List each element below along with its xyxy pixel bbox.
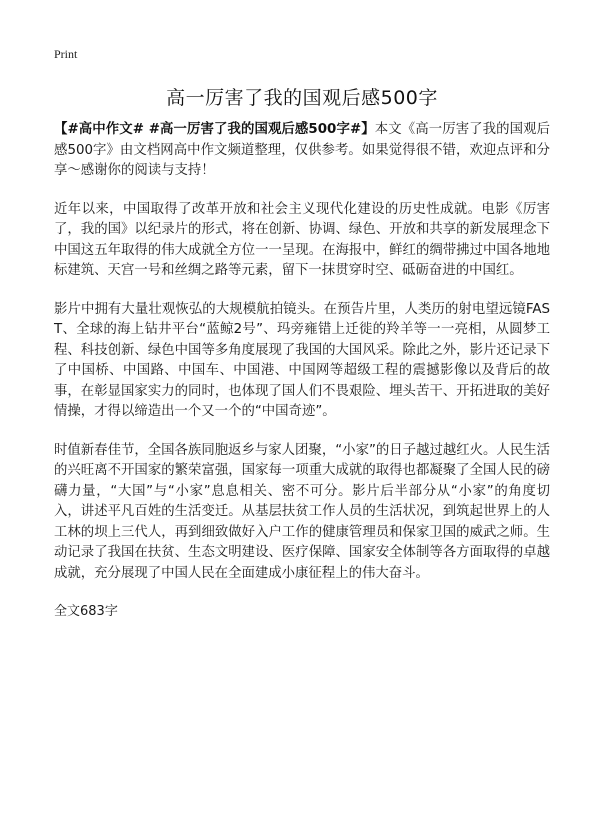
article-title: 高一厉害了我的国观后感500字	[166, 87, 438, 109]
article-body	[54, 120, 550, 622]
intro-tag: 【#高中作文# #高一厉害了我的国观后感500字#】	[54, 122, 375, 137]
intro-paragraph	[54, 120, 550, 182]
body-paragraph-1: 近年以来，中国取得了改革开放和社会主义现代化建设的历史性成就。电影《厉害了，我的国》以纪录片的形式，将在创新、协调、绿色、开放和共享的新发展理念下中国这五年取得的伟大成就全方位一一呈现。在海报中，鲜红的绸带拂过中国各地地标建筑、天宫一号和丝绸之路等元素，留下一抹贯穿时空、砥砺奋进的中国红。	[54, 201, 550, 278]
word-count: 全文683字	[54, 604, 118, 619]
body-paragraph-3: 时值新春佳节，全国各族同胞返乡与家人团聚，“小家”的日子越过越红火。人民生活的兴旺离不开国家的繁荣富强，国家每一项重大成就的取得也都凝聚了全国人民的磅礴力量，“大国”与“小家”息息相关、密不可分。影片后半部分从“小家”的角度切入，讲述平凡百姓的生活变迁。从基层扶贫工作人员的生活状况，到筑起世界上的人工林的坝上三代人，再到细致做好入户工作的健康管理员和保家卫国的威武之师。生动记录了我国在扶贫、生态文明建设、医疗保障、国家安全体制等各方面取得的卓越成就，充分展现了中国人民在全面建成小康征程上的伟大奋斗。	[54, 442, 550, 581]
print-link[interactable]: Print	[54, 47, 78, 61]
body-paragraph-2: 影片中拥有大量壮观恢弘的大规模航拍镜头。在预告片里，人类历的射电望远镜FAST、全球的海上钻井平台“蓝鲸2号”、玛旁雍错上迁徙的羚羊等一一亮相，从圆梦工程、科技创新、绿色中国等多角度展现了我国的大国风采。除此之外，影片还记录下了中国桥、中国路、中国车、中国港、中国网等超级工程的震撼影像以及背后的故事，在彰显国家实力的同时，也体现了国人们不畏艰险、埋头苦干、开拓进取的美好情操，才得以缔造出一个又一个的“中国奇迹”。	[54, 301, 550, 419]
intro-text: 本文《高一厉害了我的国观后感500字》由文档网高中作文频道整理，仅供参考。如果觉得很不错，欢迎点评和分享～感谢你的阅读与支持！	[54, 122, 551, 178]
